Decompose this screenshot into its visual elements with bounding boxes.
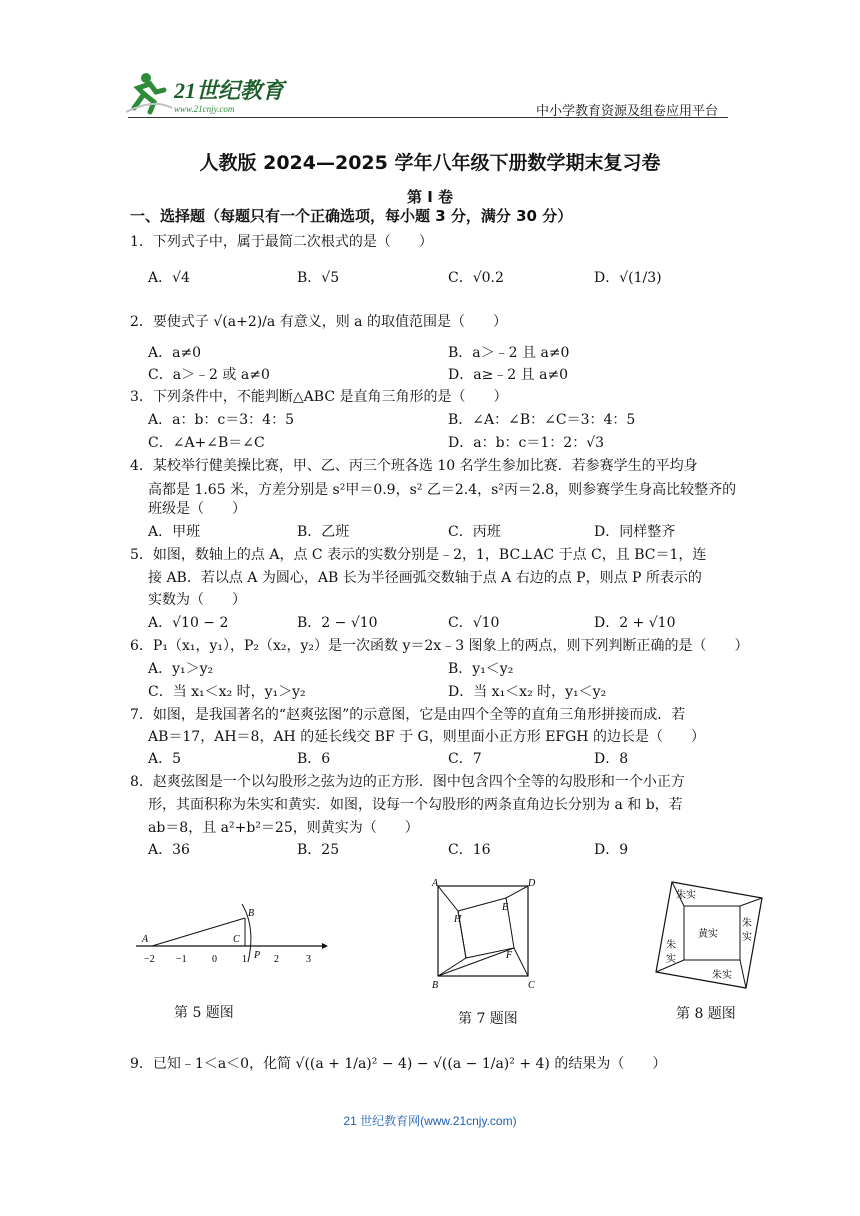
question-7-line-1: 7．如图，是我国著名的“赵爽弦图”的示意图，它是由四个全等的直角三角形拼接而成．若 — [130, 707, 686, 723]
question-8-line-2: 形，其面积称为朱实和黄实．如图，设每一个勾股形的两条直角边长分别为 a 和 b，若 — [148, 797, 683, 813]
q3-option-d: D．a：b：c＝1：2：√3 — [448, 435, 605, 451]
question-5-line-2: 接 AB．若以点 A 为圆心，AB 长为半径画弧交数轴于点 A 右边的点 P，则点 P 所表示的 — [148, 570, 702, 586]
label-zhu-right-2: 实 — [742, 932, 752, 943]
q5-option-b: B．2 − √10 — [297, 615, 378, 631]
q3-option-c: C．∠A+∠B＝∠C — [148, 435, 265, 451]
outer-square — [438, 886, 528, 976]
q8-option-b: B．25 — [297, 842, 340, 858]
label-b: B — [432, 980, 439, 991]
q5-option-c: C．√10 — [448, 615, 500, 631]
label-zhu-left: 朱 — [666, 940, 676, 951]
question-4-line-3: 班级是（ ） — [148, 501, 246, 517]
q4-option-c: C．丙班 — [448, 524, 501, 540]
header-rule — [128, 117, 728, 118]
logo — [124, 68, 294, 116]
q7-option-a: A．5 — [148, 751, 182, 767]
q8-option-c: C．16 — [448, 842, 491, 858]
section-heading: 一、选择题（每题只有一个正确选项，每小题 3 分，满分 30 分） — [130, 207, 573, 225]
label-h: H — [454, 914, 462, 925]
tick-label: 2 — [274, 954, 279, 965]
volume-label: 第 I 卷 — [406, 188, 454, 206]
question-5-line-1: 5．如图，数轴上的点 A，点 C 表示的实数分别是﹣2，1，BC⊥AC 于点 C，且 BC＝1，连 — [130, 547, 707, 563]
segment-ab — [152, 918, 245, 946]
label-p: P — [254, 950, 261, 961]
question-3-stem: 3．下列条件中，不能判断△ABC 是直角三角形的是（ ） — [130, 389, 508, 405]
q4-option-d: D．同样整齐 — [594, 524, 676, 540]
question-4-line-2: 高都是 1.65 米，方差分别是 s²甲＝0.9，s² 乙＝2.4，s²丙＝2.8，则参赛学生身高比较整齐的 — [148, 482, 737, 498]
label-a: A — [432, 878, 439, 889]
logo-text: 21世纪教育 — [174, 78, 285, 103]
label-f: F — [506, 950, 513, 961]
footer-link[interactable]: 21 世纪教育网(www.21cnjy.com) — [343, 1114, 517, 1128]
question-2-stem: 2．要使式子 √(a+2)/a 有意义，则 a 的取值范围是（ ） — [130, 314, 507, 330]
q2-option-b: B．a＞﹣2 且 a≠0 — [448, 345, 570, 361]
q7-option-c: C．7 — [448, 751, 482, 767]
question-7-line-2: AB＝17，AH＝8，AH 的延长线交 BF 于 G，则里面小正方形 EFGH 的边长是（ ） — [148, 729, 705, 745]
q1-option-c: C．√0.2 — [448, 270, 504, 286]
figure-7 — [428, 876, 540, 992]
divider — [740, 898, 762, 906]
question-1-stem: 1．下列式子中，属于最简二次根式的是（ ） — [130, 234, 433, 250]
label-zhu-bottom: 朱实 — [712, 970, 732, 981]
label-b: B — [248, 908, 255, 919]
arrow-head — [322, 943, 328, 949]
figure-8-caption: 第 8 题图 — [676, 1006, 736, 1022]
q5-option-d: D．2 + √10 — [594, 615, 676, 631]
label-zhu-top: 朱实 — [676, 890, 696, 901]
question-4-line-1: 4．某校举行健美操比赛，甲、乙、丙三个班各选 10 名学生参加比赛．若参赛学生的平均身 — [130, 458, 698, 474]
q2-option-a: A．a≠0 — [148, 345, 202, 361]
question-9-stem: 9．已知﹣1＜a＜0，化简 √((a + 1/a)² − 4) − √((a − 1/a)² + 4) 的结果为（ ） — [130, 1056, 667, 1072]
label-a: A — [142, 934, 149, 945]
q2-option-c: C．a＞﹣2 或 a≠0 — [148, 367, 270, 383]
label-d: D — [528, 878, 536, 889]
q8-option-a: A．36 — [148, 842, 190, 858]
line-d-e — [506, 886, 528, 898]
tick-label: −1 — [176, 954, 187, 965]
q4-option-a: A．甲班 — [148, 524, 201, 540]
q6-option-c: C．当 x₁＜x₂ 时，y₁＞y₂ — [148, 684, 306, 700]
q8-option-d: D．9 — [594, 842, 629, 858]
q6-option-b: B．y₁＜y₂ — [448, 661, 514, 677]
figure-8 — [648, 878, 766, 994]
runner-icon — [126, 73, 172, 112]
line-b-f — [438, 948, 514, 976]
tick-label: −2 — [144, 954, 155, 965]
label-c: C — [528, 980, 535, 991]
line-c-f — [514, 948, 528, 976]
label-zhu-left-2: 实 — [666, 954, 676, 965]
q7-option-d: D．8 — [594, 751, 629, 767]
q1-option-a: A．√4 — [148, 270, 190, 286]
q1-option-b: B．√5 — [297, 270, 340, 286]
platform-name: 中小学教育资源及组卷应用平台 — [536, 104, 719, 119]
divider — [740, 960, 746, 988]
logo-url: www.21cnjy.com — [174, 104, 235, 114]
label-zhu-right: 朱 — [742, 918, 752, 929]
tick-label: 1 — [242, 954, 247, 965]
q7-option-b: B．6 — [297, 751, 331, 767]
label-c: C — [233, 934, 240, 945]
question-8-line-1: 8．赵爽弦图是一个以勾股形之弦为边的正方形．图中包含四个全等的勾股形和一个小正方 — [130, 774, 685, 790]
line-a-h — [438, 886, 458, 911]
exam-title: 人教版 2024—2025 学年八年级下册数学期末复习卷 — [199, 152, 661, 174]
label-e: E — [502, 902, 509, 913]
tick-label: 0 — [212, 954, 217, 965]
figure-5-caption: 第 5 题图 — [174, 1005, 234, 1021]
q3-option-a: A．a：b：c＝3：4：5 — [148, 412, 294, 428]
q3-option-b: B．∠A：∠B：∠C＝3：4：5 — [448, 412, 636, 428]
q2-option-d: D．a≥﹣2 且 a≠0 — [448, 367, 569, 383]
q1-option-d: D．√(1/3) — [594, 270, 662, 286]
q5-option-a: A．√10 − 2 — [148, 615, 229, 631]
label-huang: 黄实 — [698, 929, 718, 940]
q4-option-b: B．乙班 — [297, 524, 350, 540]
question-5-line-3: 实数为（ ） — [148, 592, 246, 608]
q6-option-a: A．y₁＞y₂ — [148, 661, 214, 677]
question-8-line-3: ab＝8，且 a²+b²＝25，则黄实为（ ） — [148, 820, 419, 836]
figure-7-caption: 第 7 题图 — [458, 1011, 518, 1027]
tick-label: 3 — [306, 954, 311, 965]
question-6-stem: 6．P₁（x₁，y₁），P₂（x₂，y₂）是一次函数 y＝2x﹣3 图象上的两点，则下列判断正确的是（ ） — [130, 638, 749, 654]
tick-labels — [144, 954, 311, 965]
figure-5 — [132, 898, 328, 970]
q6-option-d: D．当 x₁＜x₂ 时，y₁＜y₂ — [448, 684, 607, 700]
